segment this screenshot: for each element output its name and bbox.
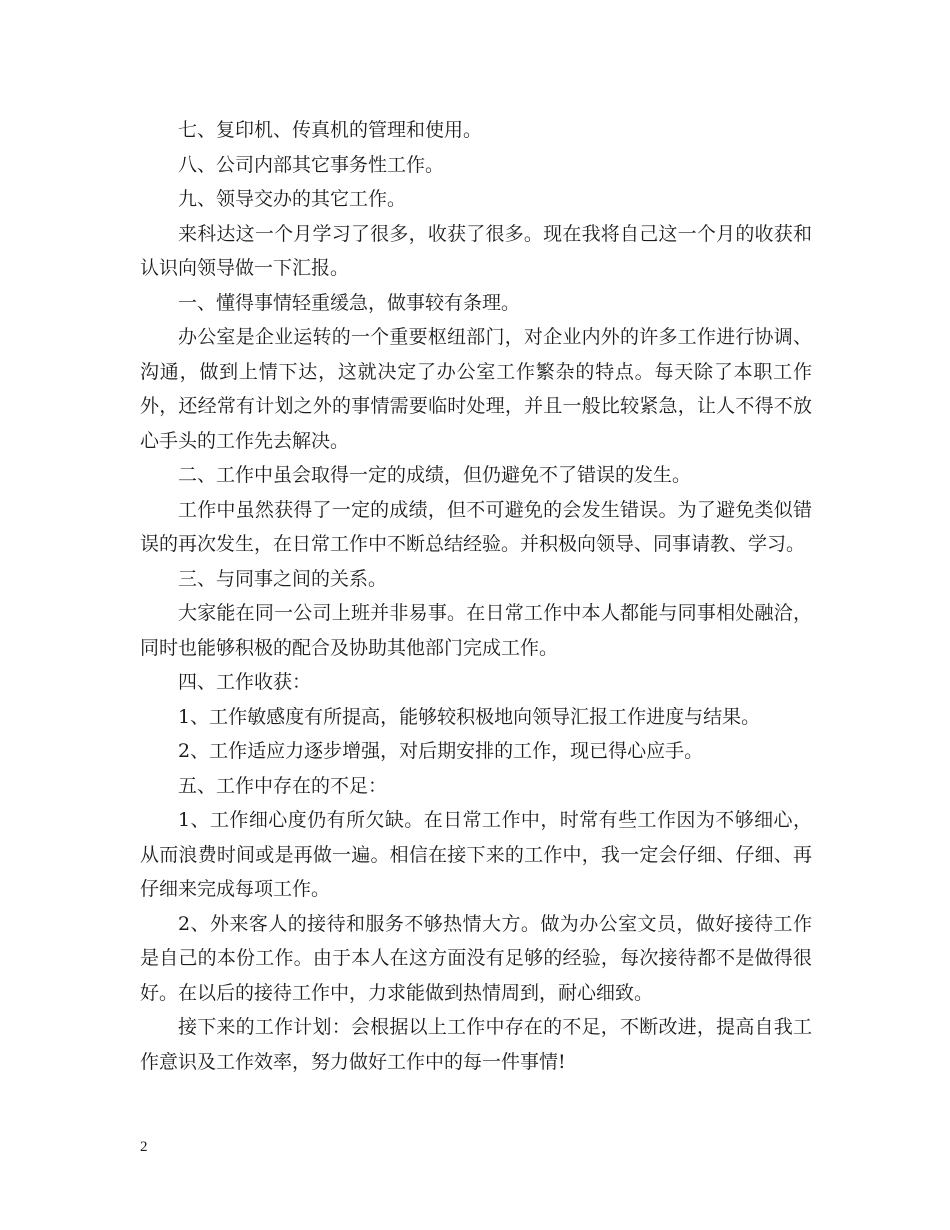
section-heading: 五、工作中存在的不足： [178, 774, 388, 797]
paragraph: 九、领导交办的其它工作。 [178, 188, 407, 210]
paragraph: 办公室是企业运转的一个重要枢纽部门，对企业内外的许多工作进行协调、沟通，做到上情下达，这就决定了办公室工作繁杂的特点。每天除了本职工作外，还经常有计划之外的事情需要临时处理，并且一般比较紧急，让人不得不放心手头的工作先去解决。 [140, 326, 812, 452]
list-item: 1、工作敏感度有所提高，能够较积极地向领导汇报工作进度与结果。 [178, 705, 761, 728]
paragraph: 来科达这一个月学习了很多，收获了很多。现在我将自己这一个月的收获和认识向领导做一下汇报。 [140, 222, 812, 279]
list-item: 1、工作细心度仍有所欠缺。在日常工作中，时常有些工作因为不够细心，从而浪费时间或是再做一遍。相信在接下来的工作中，我一定会仔细、仔细、再仔细来完成每项工作。 [140, 809, 812, 900]
paragraph: 八、公司内部其它事务性工作。 [178, 153, 445, 176]
section-heading: 四、工作收获： [178, 671, 312, 693]
page-number: 2 [140, 1139, 148, 1155]
paragraph: 接下来的工作计划：会根据以上工作中存在的不足，不断改进，提高自我工作意识及工作效率，努力做好工作中的每一件事情! [140, 1016, 812, 1073]
paragraph: 工作中虽然获得了一定的成绩，但不可避免的会发生错误。为了避免类似错误的再次发生，在日常工作中不断总结经验。并积极向领导、同事请教、学习。 [140, 498, 812, 555]
list-item: 2、外来客人的接待和服务不够热情大方。做为办公室文员，做好接待工作是自己的本份工作。由于本人在这方面没有足够的经验，每次接待都不是做得很好。在以后的接待工作中，力求能做到热情周到，耐心细致。 [140, 912, 812, 1004]
section-heading: 二、工作中虽会取得一定的成绩，但仍避免不了错误的发生。 [178, 464, 692, 486]
paragraph: 七、复印机、传真机的管理和使用。 [178, 119, 483, 141]
section-heading: 三、与同事之间的关系。 [178, 567, 388, 590]
document-body [140, 113, 812, 1079]
paragraph: 大家能在同一公司上班并非易事。在日常工作中本人都能与同事相处融洽，同时也能够积极的配合及协助其他部门完成工作。 [140, 602, 812, 659]
section-heading: 一、懂得事情轻重缓急，做事较有条理。 [178, 291, 521, 314]
list-item: 2、工作适应力逐步增强，对后期安排的工作，现已得心应手。 [178, 740, 704, 762]
